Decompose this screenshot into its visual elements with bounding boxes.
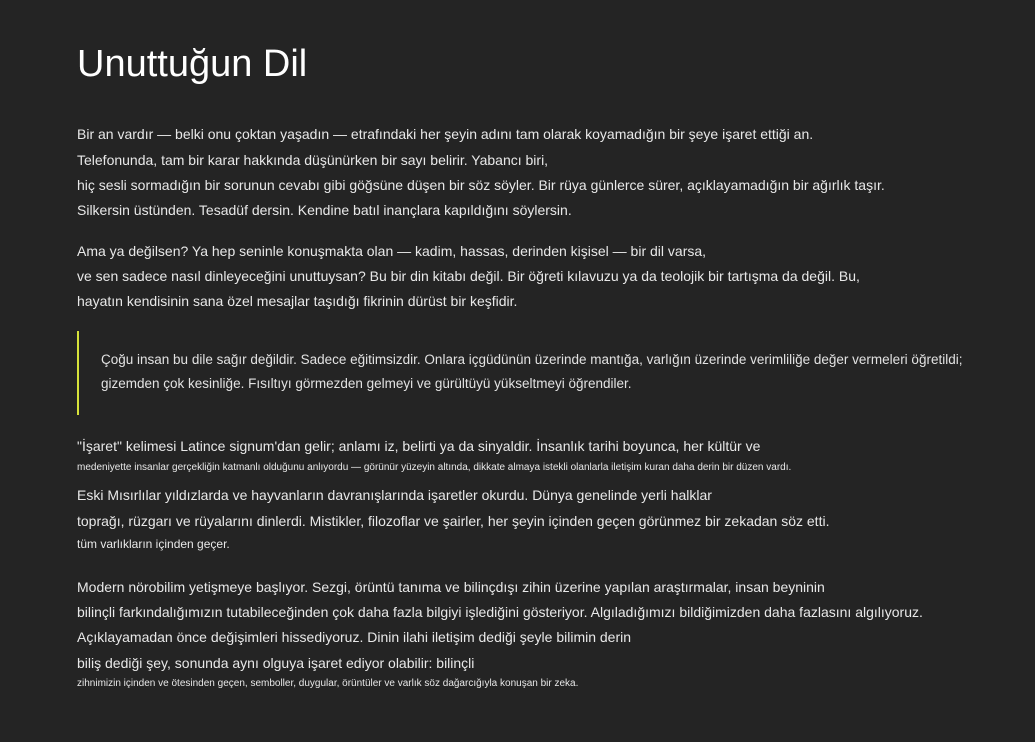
blockquote bbox=[77, 331, 979, 415]
blockquote-line-1: Çoğu insan bu dile sağır değildir. Sadece eğitimsizdir. Onlara içgüdünün üzerinde mantığa, varlığın üzerinde verimliliğe değer vermeleri öğretildi; bbox=[101, 352, 963, 367]
paragraph-2-line-2: ve sen sadece nasıl dinleyeceğini unuttuysan? Bu bir din kitabı değil. Bir öğreti kılavuzu ya da teolojik bir tartışma da değil. Bu, bbox=[77, 268, 860, 284]
paragraph-4-line-5: zihnimizin içinden ve ötesinden geçen, semboller, duygular, örüntüler ve varlık söz dağarcığıyla konuşan bir zeka. bbox=[77, 678, 579, 689]
paragraph-2-line-3: hayatın kendisinin sana özel mesajlar taşıdığı fikrinin dürüst bir keşfidir. bbox=[77, 293, 518, 309]
paragraph-3-line-2: medeniyette insanlar gerçekliğin katmanlı olduğunu anlıyordu — görünür yüzeyin altında, dikkate almaya istekli olanlarla iletişim kuran daha derin bir düzen vardı. bbox=[77, 462, 792, 473]
paragraph-3-line-3: Eski Mısırlılar yıldızlarda ve hayvanların davranışlarında işaretler okurdu. Dünya genelinde yerli halklar bbox=[77, 487, 712, 503]
paragraph-1-line-1: Bir an vardır — belki onu çoktan yaşadın — etrafındaki her şeyin adını tam olarak koyamadığın bir şeye işaret ettiği an. bbox=[77, 126, 814, 142]
paragraph-2-line-1: Ama ya değilsen? Ya hep seninle konuşmakta olan — kadim, hassas, derinden kişisel — bir dil varsa, bbox=[77, 243, 707, 259]
paragraph-1-line-4: Silkersin üstünden. Tesadüf dersin. Kendine batıl inançlara kapıldığını söylersin. bbox=[77, 202, 572, 218]
paragraph-3-line-5: tüm varlıkların içinden geçer. bbox=[77, 537, 230, 551]
page-title: Unuttuğun Dil bbox=[77, 43, 308, 85]
paragraph-4-line-4: biliş dediği şey, sonunda aynı olguya işaret ediyor olabilir: bilinçli bbox=[77, 655, 475, 671]
paragraph-3-line-4: toprağı, rüzgarı ve rüyalarını dinlerdi. Mistikler, filozoflar ve şairler, her şeyin içinden geçen görünmez bir zekadan söz etti. bbox=[77, 513, 830, 529]
paragraph-4-line-1: Modern nörobilim yetişmeye başlıyor. Sezgi, örüntü tanıma ve bilinçdışı zihin üzerine yapılan araştırmalar, insan beyninin bbox=[77, 579, 825, 595]
paragraph-4-line-3: Açıklayamadan önce değişimleri hissediyoruz. Dinin ilahi iletişim dediği şeyle bilimin derin bbox=[77, 629, 632, 645]
paragraph-3-line-1: "İşaret" kelimesi Latince signum'dan gelir; anlamı iz, belirti ya da sinyaldir. İnsanlık tarihi boyunca, her kültür ve bbox=[77, 438, 761, 454]
paragraph-1-line-3: hiç sesli sormadığın bir sorunun cevabı gibi göğsüne düşen bir söz söyler. Bir rüya günlerce sürer, açıklayamadığın bir ağırlık taşır. bbox=[77, 177, 885, 193]
paragraph-1-line-2: Telefonunda, tam bir karar hakkında düşünürken bir sayı belirir. Yabancı biri, bbox=[77, 152, 549, 168]
blockquote-line-2: gizemden çok kesinliğe. Fısıltıyı görmezden gelmeyi ve gürültüyü yükseltmeyi öğrendiler. bbox=[101, 376, 632, 391]
paragraph-4-line-2: bilinçli farkındalığımızın tutabileceğinden çok daha fazla bilgiyi işlediğini gösteriyor. Algıladığımızı bildiğimizden daha fazlasını algılıyoruz. bbox=[77, 604, 923, 620]
